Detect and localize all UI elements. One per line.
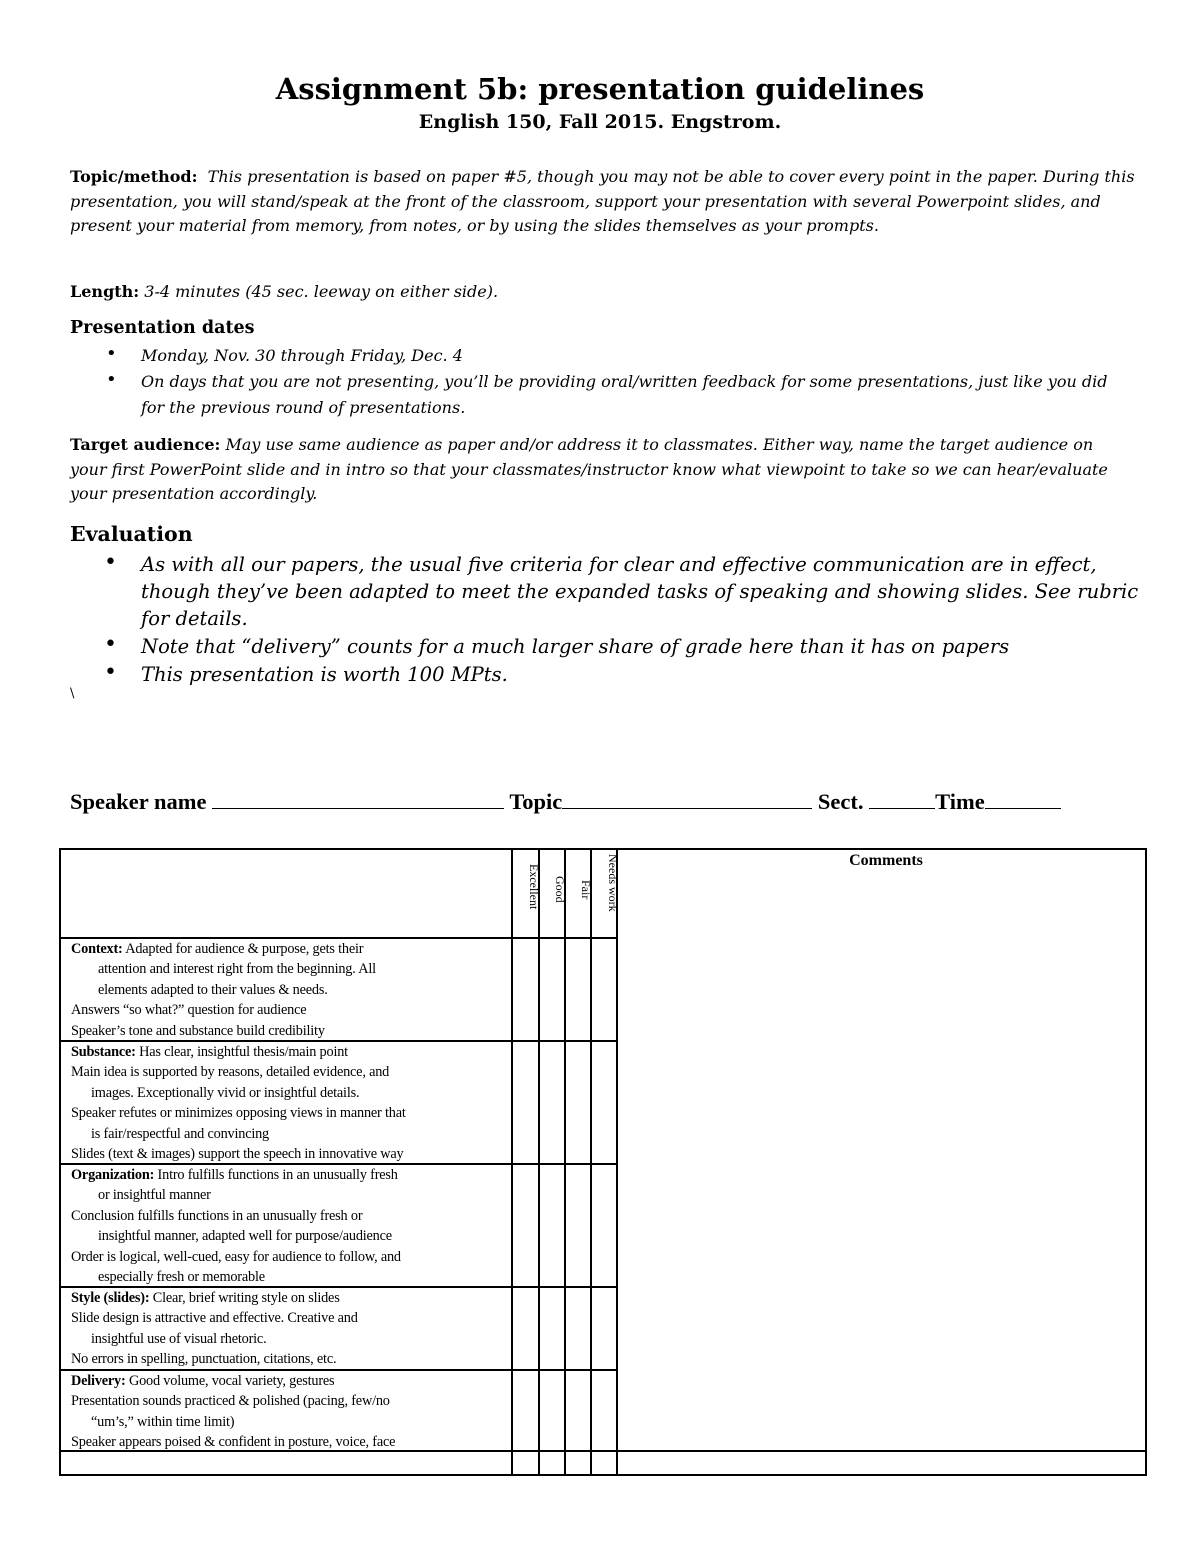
topic-field[interactable] <box>562 788 812 809</box>
criterion-line: Presentation sounds practiced & polished (pacing, few/no <box>71 1393 390 1410</box>
rating-header-needs-work: Needs work <box>606 854 620 912</box>
time-field[interactable] <box>985 788 1061 809</box>
table-divider <box>538 850 540 1474</box>
criterion-line: insightful manner, adapted well for purpose/audience <box>98 1228 392 1245</box>
audience-text: May use same audience as paper and/or address it to classmates. Either way, name the target audience on your first PowerPoint slide and in intro so that your classmates/instructor know what viewpoint to take so we can hear/evaluate your presentation accordingly. <box>70 435 1108 503</box>
criterion-line: No errors in spelling, punctuation, citations, etc. <box>71 1351 337 1368</box>
bullet-icon: • <box>104 550 117 575</box>
speaker-name-label: Speaker name <box>70 789 207 814</box>
criterion-line: Speaker’s tone and substance build credibility <box>71 1022 325 1039</box>
speaker-name-field[interactable] <box>212 788 504 809</box>
length-text: 3-4 minutes (45 sec. leeway on either side). <box>144 282 499 301</box>
comments-header: Comments <box>849 852 923 869</box>
topic-field-label: Topic <box>509 789 563 814</box>
evaluation-item-3: This presentation is worth 100 MPts. <box>141 663 508 686</box>
topic-method-paragraph <box>70 165 1140 239</box>
table-divider <box>511 850 513 1474</box>
audience-paragraph <box>70 433 1130 507</box>
rating-header-excellent: Excellent <box>527 864 541 910</box>
criterion-line: “um’s,” within time limit) <box>91 1413 235 1430</box>
criterion-label: Delivery: <box>71 1373 126 1389</box>
audience-label: Target audience: <box>70 435 221 454</box>
time-label: Time <box>935 789 985 814</box>
criterion-lead: Adapted for audience & purpose, gets their <box>122 941 364 957</box>
bullet-icon: • <box>106 369 117 390</box>
criterion-line: Order is logical, well-cued, easy for audience to follow, and <box>71 1248 401 1265</box>
criterion-line: is fair/respectful and convincing <box>91 1125 270 1142</box>
table-divider <box>616 850 618 1474</box>
evaluation-item-2: Note that “delivery” counts for a much larger share of grade here than it has on papers <box>141 635 1010 658</box>
evaluation-heading: Evaluation <box>70 522 193 546</box>
criterion-line: or insightful manner <box>98 1187 211 1204</box>
criterion-line: Slides (text & images) support the speech in innovative way <box>71 1146 404 1163</box>
page-title: Assignment 5b: presentation guidelines <box>275 72 925 106</box>
table-divider <box>564 850 566 1474</box>
rubric-row-style <box>71 1288 511 1370</box>
topic-label: Topic/method: <box>70 167 198 186</box>
bullet-icon: • <box>104 660 117 685</box>
criterion-lead: Clear, brief writing style on slides <box>149 1290 340 1306</box>
criterion-line: Main idea is supported by reasons, detailed evidence, and <box>71 1064 390 1081</box>
criterion-label: Style (slides): <box>71 1290 150 1306</box>
dates-item-1: Monday, Nov. 30 through Friday, Dec. 4 <box>141 346 463 365</box>
stray-mark: \ <box>70 686 75 701</box>
criterion-line: insightful use of visual rhetoric. <box>91 1330 267 1347</box>
criterion-line: Answers “so what?” question for audience <box>71 1002 307 1019</box>
rating-header-fair: Fair <box>579 880 593 900</box>
rubric-row-organization <box>71 1165 511 1287</box>
rubric-row-delivery <box>71 1371 511 1453</box>
criterion-line: images. Exceptionally vivid or insightful details. <box>91 1084 360 1101</box>
criterion-label: Context: <box>71 941 123 957</box>
criterion-line: elements adapted to their values & needs. <box>98 981 328 998</box>
criterion-line: Speaker refutes or minimizes opposing views in manner that <box>71 1105 406 1122</box>
dates-heading: Presentation dates <box>70 318 255 338</box>
length-label: Length: <box>70 282 140 301</box>
criterion-lead: Intro fulfills functions in an unusually fresh <box>154 1167 398 1183</box>
rating-header-good: Good <box>553 876 567 903</box>
speaker-form-line <box>70 788 1061 815</box>
bullet-icon: • <box>104 632 117 657</box>
criterion-line: Conclusion fulfills functions in an unusually fresh or <box>71 1207 363 1224</box>
table-divider <box>590 850 592 1474</box>
criterion-label: Substance: <box>71 1044 136 1060</box>
dates-item-2: On days that you are not presenting, you’ll be providing oral/written feedback for some presentations, just like you did for the previous round of presentations. <box>141 372 1108 417</box>
rubric-row-substance <box>71 1042 511 1164</box>
criterion-line: Slide design is attractive and effective. Creative and <box>71 1310 358 1327</box>
topic-text: This presentation is based on paper #5, though you may not be able to cover every point in the paper. During this presentation, you will stand/speak at the front of the classroom, support your presentation with several Powerpoint slides, and present your material from memory, from notes, or by using the slides themselves as your prompts. <box>70 167 1135 235</box>
criterion-line: especially fresh or memorable <box>98 1269 265 1286</box>
criterion-line: attention and interest right from the beginning. All <box>98 961 376 978</box>
rubric-table <box>59 848 1147 1476</box>
bullet-icon: • <box>106 343 117 364</box>
criterion-line: Speaker appears poised & confident in posture, voice, face <box>71 1434 396 1451</box>
length-paragraph <box>70 280 1140 305</box>
criterion-label: Organization: <box>71 1167 155 1183</box>
evaluation-item-1: As with all our papers, the usual five criteria for clear and effective communication are in effect, though they’ve been adapted to meet the expanded tasks of speaking and showing slides. See rubric for details. <box>141 553 1139 630</box>
rubric-row-context <box>71 939 511 1041</box>
sect-label: Sect. <box>817 789 864 814</box>
page-subtitle: English 150, Fall 2015. Engstrom. <box>418 111 782 133</box>
criterion-lead: Has clear, insightful thesis/main point <box>135 1044 348 1060</box>
sect-field[interactable] <box>869 788 935 809</box>
criterion-lead: Good volume, vocal variety, gestures <box>125 1373 335 1389</box>
